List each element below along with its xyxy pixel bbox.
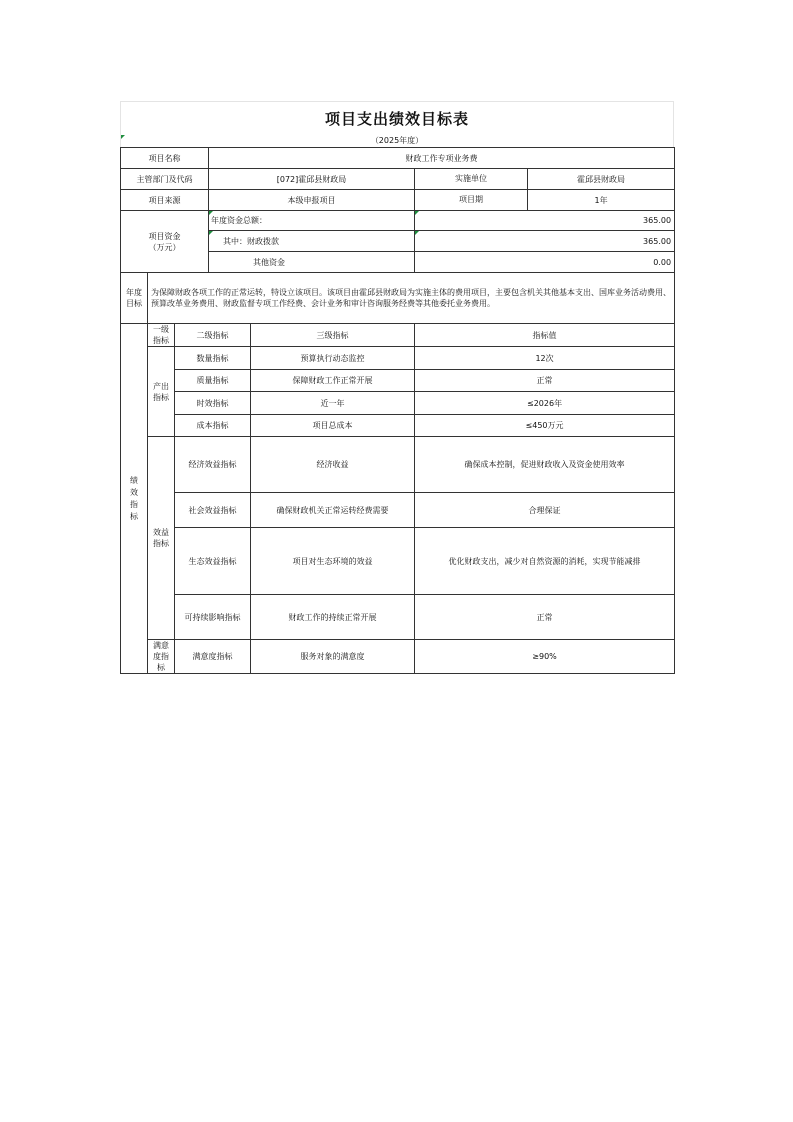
table-row <box>121 347 675 370</box>
benefit-level3: 确保财政机关正常运转经费需要 <box>251 493 415 528</box>
output-value: 正常 <box>415 370 675 392</box>
funds-other-label-cell <box>209 252 415 273</box>
table-row <box>121 415 675 437</box>
benefit-level3: 项目对生态环境的效益 <box>251 528 415 595</box>
period-value: 1年 <box>594 195 608 205</box>
output-level3: 预算执行动态监控 <box>251 347 415 370</box>
impl-label: 实施单位 <box>415 169 528 189</box>
funds-fiscal-label: 其中：财政拨款 <box>223 236 280 246</box>
funds-total-label: 年度资金总额： <box>211 216 268 225</box>
benefit-label: 效益指标 <box>148 437 175 640</box>
funds-label-line1: 项目资金 <box>148 231 181 241</box>
benefit-level2: 社会效益指标 <box>175 493 251 528</box>
output-value: ≤2026年 <box>415 392 675 415</box>
cell-marker <box>209 211 213 215</box>
cell-marker <box>121 135 125 139</box>
output-level2: 时效指标 <box>175 392 251 415</box>
table-row <box>121 392 675 415</box>
funds-total-value: 365.00 <box>643 216 672 225</box>
output-level2: 数量指标 <box>175 347 251 370</box>
dept-value: [072]霍邱县财政局 <box>209 169 415 190</box>
perf-label: 绩效指标 <box>130 475 138 521</box>
output-level3: 保障财政工作正常开展 <box>251 370 415 392</box>
output-level2: 成本指标 <box>175 415 251 437</box>
output-level2: 质量指标 <box>175 370 251 392</box>
satisfaction-label: 满意度指标 <box>148 640 175 674</box>
funds-fiscal-cell <box>415 231 675 252</box>
funds-fiscal-value: 365.00 <box>643 236 672 246</box>
source-value: 本级申报项目 <box>209 190 415 211</box>
benefit-value: 优化财政支出，减少对自然资源的消耗，实现节能减排 <box>415 528 675 595</box>
dept-label: 主管部门及代码 <box>121 169 209 190</box>
output-level3: 近一年 <box>251 392 415 415</box>
table-row <box>121 493 675 528</box>
project-name-value: 财政工作专项业务费 <box>209 148 675 169</box>
period-cell <box>415 190 675 211</box>
impl-value: 霍邱县财政局 <box>577 174 626 184</box>
funds-label <box>121 211 209 273</box>
project-name-label: 项目名称 <box>121 148 209 169</box>
cell-marker <box>415 231 419 235</box>
funds-total-cell <box>415 211 675 231</box>
goal-label-line2: 目标 <box>126 299 142 308</box>
header-level2: 二级指标 <box>175 324 251 347</box>
satisfaction-level2: 满意度指标 <box>175 640 251 674</box>
benefit-value: 合理保证 <box>415 493 675 528</box>
header-level3: 三级指标 <box>251 324 415 347</box>
goal-label-line1: 年度 <box>126 288 142 297</box>
funds-other-cell <box>415 252 675 273</box>
benefit-value: 确保成本控制，促进财政收入及资金使用效率 <box>415 437 675 493</box>
year-row <box>120 135 674 147</box>
funds-other-value: 0.00 <box>653 257 672 267</box>
table-row <box>121 595 675 640</box>
performance-target-sheet <box>120 101 674 674</box>
title-text: 项目支出绩效目标表 <box>324 110 469 128</box>
year-text: （2025年度） <box>370 136 424 145</box>
header-value: 指标值 <box>415 324 675 347</box>
funds-other-label: 其他资金 <box>253 257 286 267</box>
satisfaction-value: ≥90% <box>415 640 675 674</box>
period-label: 项目期 <box>415 190 528 210</box>
row-funds-total <box>121 211 675 231</box>
output-level3: 项目总成本 <box>251 415 415 437</box>
target-table <box>120 147 675 674</box>
output-label: 产出指标 <box>148 347 175 437</box>
row-project-name <box>121 148 675 169</box>
goal-label <box>121 273 148 324</box>
benefit-level2: 经济效益指标 <box>175 437 251 493</box>
funds-total-label-cell <box>209 211 415 231</box>
row-perf-header <box>121 324 675 347</box>
benefit-level3: 经济收益 <box>251 437 415 493</box>
impl-cell <box>415 169 675 190</box>
benefit-value: 正常 <box>415 595 675 640</box>
perf-label-cell <box>121 324 148 674</box>
cell-marker <box>209 231 213 235</box>
cell-marker <box>415 211 419 215</box>
table-row <box>121 528 675 595</box>
header-level1: 一级指标 <box>148 324 175 347</box>
table-row <box>121 640 675 674</box>
table-row <box>121 370 675 392</box>
output-value: 12次 <box>415 347 675 370</box>
row-goal <box>121 273 675 324</box>
benefit-level3: 财政工作的持续正常开展 <box>251 595 415 640</box>
funds-fiscal-label-cell <box>209 231 415 252</box>
benefit-level2: 生态效益指标 <box>175 528 251 595</box>
row-source <box>121 190 675 211</box>
table-row <box>121 437 675 493</box>
output-value: ≤450万元 <box>415 415 675 437</box>
benefit-level2: 可持续影响指标 <box>175 595 251 640</box>
goal-text: 为保障财政各项工作的正常运转，特设立该项目。该项目由霍邱县财政局为实施主体的费用项目，主要包含机关其他基本支出、国库业务活动费用、预算改革业务费用、财政监督专项工作经费、会计业务和审计咨询服务经费等其他委托业务费用。 <box>148 273 675 324</box>
satisfaction-level3: 服务对象的满意度 <box>251 640 415 674</box>
funds-label-line2: （万元） <box>148 242 181 252</box>
source-label: 项目来源 <box>121 190 209 211</box>
sheet-title <box>120 101 674 135</box>
row-dept <box>121 169 675 190</box>
